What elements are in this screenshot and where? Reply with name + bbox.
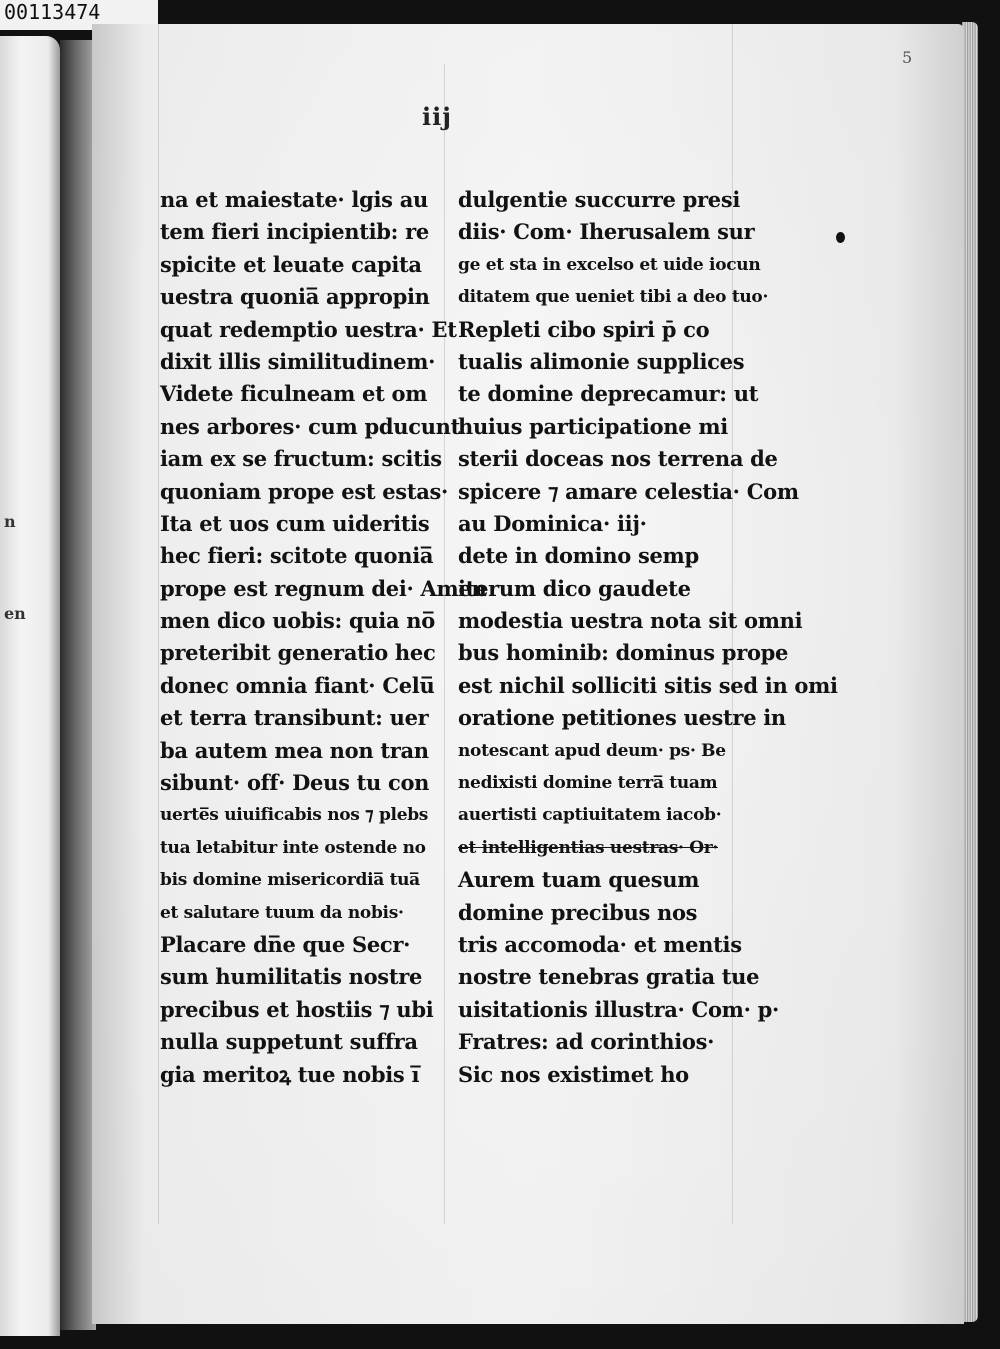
previous-page-fragment: en <box>4 604 26 623</box>
text-line: uisitationis illustra· Com· p· <box>458 996 779 1022</box>
book-gutter <box>60 40 96 1330</box>
right-text-column <box>458 184 838 1091</box>
text-line: hec fieri: scitote quonia̅ <box>160 543 434 569</box>
text-line: tris accomoda· et mentis <box>458 931 742 957</box>
text-line: donec omnia fiant· Celu̅ <box>160 672 435 698</box>
text-line: prope est regnum dei· Amen <box>160 575 487 601</box>
text-line: dete in domino semp <box>458 543 699 569</box>
text-line: est nichil solliciti sitis sed in omi <box>458 672 838 698</box>
text-line: spicite et leuate capita <box>160 251 422 277</box>
folio-number: iij <box>422 102 452 131</box>
text-line: men dico uobis: quia no̅ <box>160 608 435 634</box>
ruling-line <box>158 24 159 1224</box>
text-line: spicere ⁊ amare celestia· Com <box>458 478 799 504</box>
text-line: quoniam prope est estas· <box>160 478 449 504</box>
text-line: modestia uestra nota sit omni <box>458 608 803 634</box>
text-line: nedixisti domine terra̅ tuam <box>458 773 718 794</box>
manuscript-page <box>92 24 964 1324</box>
text-line: ge et sta in excelso et uide iocun <box>458 254 761 275</box>
previous-page-fragment: n <box>4 512 16 531</box>
text-line: Sic nos existimet ho <box>458 1061 689 1087</box>
text-line: domine precibus nos <box>458 899 698 925</box>
text-line: preteribit generatio hec <box>160 640 436 666</box>
text-line: uerte̅s uiuificabis nos ⁊ plebs <box>160 805 429 826</box>
text-line: Fratres: ad corinthios· <box>458 1029 715 1055</box>
text-line: quat redemptio uestra· Et <box>160 316 457 342</box>
text-line: iterum dico gaudete <box>458 575 691 601</box>
text-line: iam ex se fructum: scitis <box>160 446 442 472</box>
text-line: notescant apud deum· ps· Be <box>458 740 726 761</box>
text-line: bis domine misericordia̅ tua̅ <box>160 870 420 891</box>
text-line: dixit illis similitudinem· <box>160 348 436 374</box>
text-line: auertisti captiuitatem iacob· <box>458 805 722 826</box>
text-line: tem fieri incipientib: re <box>160 219 429 245</box>
archive-scan-id: 00113474 <box>0 0 158 30</box>
text-line: nulla suppetunt suffra <box>160 1029 418 1055</box>
text-line: au Dominica· iij· <box>458 510 647 536</box>
text-line: na et maiestate· lgis au <box>160 187 428 212</box>
text-line: tua letabitur inte ostende no <box>160 837 426 858</box>
text-line: diis· Com· Iherusalem sur <box>458 219 755 245</box>
corner-mark: 5 <box>902 48 913 67</box>
text-line: ba autem mea non tran <box>160 737 429 763</box>
text-line: nes arbores· cum pducunt <box>160 413 461 439</box>
text-line: nostre tenebras gratia tue <box>458 964 760 990</box>
text-line: oratione petitiones uestre in <box>458 705 786 731</box>
previous-page-edge <box>0 36 60 1336</box>
page-stack-edge <box>962 22 978 1322</box>
text-line: et salutare tuum da nobis· <box>160 902 404 923</box>
text-line: Aurem tuam quesum <box>458 867 700 893</box>
text-line: bus hominib: dominus prope <box>458 640 789 666</box>
text-line: dulgentie succurre presi <box>458 187 741 212</box>
text-line: ditatem que ueniet tibi a deo tuo· <box>458 287 769 308</box>
text-line: sum humilitatis nostre <box>160 964 423 990</box>
text-line: huius participatione mi <box>458 413 728 439</box>
text-line: et terra transibunt: uer <box>160 705 429 731</box>
text-line: Videte ficulneam et om <box>160 381 428 407</box>
text-line: et intelligentias uestras· Or· <box>458 837 718 858</box>
text-line: Repleti cibo spiri p̄ co <box>458 316 710 342</box>
text-line: gia meritoꝝ tue nobis i̅ <box>160 1061 420 1087</box>
text-line: precibus et hostiis ⁊ ubi <box>160 996 434 1022</box>
text-line: tualis alimonie supplices <box>458 348 745 374</box>
text-line: te domine deprecamur: ut <box>458 381 759 407</box>
text-line: uestra quonia̅ appropin <box>160 284 430 310</box>
text-line: Placare dn̅e que Secr· <box>160 931 411 957</box>
text-line: sterii doceas nos terrena de <box>458 446 778 472</box>
text-line: sibunt· off· Deus tu con <box>160 770 430 796</box>
left-text-column <box>160 184 487 1091</box>
ink-blot <box>836 232 845 243</box>
text-line: Ita et uos cum uideritis <box>160 510 430 536</box>
